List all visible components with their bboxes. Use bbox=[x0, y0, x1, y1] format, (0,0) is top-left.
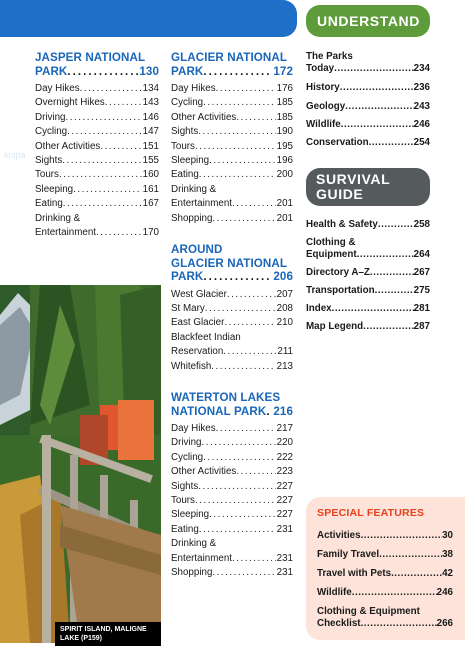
entry-label: Overnight Hikes bbox=[35, 97, 105, 109]
toc-entry[interactable] bbox=[35, 197, 159, 211]
toc-entry[interactable] bbox=[171, 494, 293, 508]
entry-page: 254 bbox=[413, 137, 430, 148]
jasper-heading[interactable] bbox=[35, 51, 159, 78]
entry-page: 143 bbox=[142, 97, 159, 109]
around-heading-line3: PARK bbox=[171, 270, 204, 284]
entry-label: Travel with Pets bbox=[317, 568, 392, 579]
entry-page: 227 bbox=[276, 480, 293, 492]
entry-page: 246 bbox=[413, 119, 430, 130]
understand-entry-list bbox=[306, 82, 430, 149]
entry-label: Checklist bbox=[317, 618, 361, 629]
entry-label: Sleeping bbox=[171, 155, 210, 167]
entry-label: Today bbox=[306, 63, 335, 74]
toc-entry[interactable] bbox=[171, 288, 293, 302]
entry-label: Wildlife bbox=[306, 119, 341, 130]
entry-label: Other Activities bbox=[171, 111, 237, 123]
entry-label: Day Hikes bbox=[35, 83, 80, 94]
waterton-heading-line2: NATIONAL PARK bbox=[171, 404, 267, 418]
entry-label: Conservation bbox=[306, 137, 369, 148]
glacier-heading[interactable] bbox=[171, 51, 293, 78]
entry-page: 264 bbox=[413, 249, 430, 260]
entry-page: 134 bbox=[142, 83, 159, 94]
entry-label: Cycling bbox=[171, 451, 204, 463]
entry-page: 190 bbox=[276, 126, 293, 138]
toc-entry[interactable] bbox=[171, 168, 293, 182]
entry-label: Transportation bbox=[306, 285, 375, 296]
entry-label: Blackfeet Indian bbox=[171, 331, 241, 343]
around-heading[interactable] bbox=[171, 243, 293, 284]
toc-entry[interactable] bbox=[306, 137, 430, 149]
toc-entry[interactable] bbox=[306, 321, 430, 333]
waterton-heading[interactable] bbox=[171, 391, 293, 418]
entry-page: 227 bbox=[276, 509, 293, 521]
entry-page: 231 bbox=[276, 552, 293, 564]
entry-page: 217 bbox=[276, 423, 293, 434]
header-color-bar bbox=[0, 0, 297, 37]
entry-page: 38 bbox=[442, 549, 453, 560]
jasper-drinking-entry[interactable] bbox=[35, 212, 159, 241]
toc-entry[interactable] bbox=[35, 125, 159, 139]
toc-entry[interactable] bbox=[171, 125, 293, 139]
entry-page: 42 bbox=[442, 568, 453, 579]
entry-label: Tours bbox=[171, 140, 195, 152]
toc-entry[interactable] bbox=[317, 568, 453, 580]
entry-label: Shopping bbox=[171, 212, 213, 224]
entry-page: 220 bbox=[276, 437, 293, 449]
entry-label: Activities bbox=[317, 530, 361, 541]
glacier-heading-page: 172 bbox=[273, 64, 293, 78]
glacier-section bbox=[171, 51, 293, 226]
around-heading-line2: GLACIER NATIONAL bbox=[171, 256, 288, 270]
entry-label: Wildlife bbox=[317, 587, 352, 598]
entry-label: Driving bbox=[171, 437, 202, 449]
waterton-drinking-entry[interactable] bbox=[171, 537, 293, 566]
special-entry-list bbox=[317, 530, 453, 599]
entry-label: Day Hikes bbox=[171, 83, 216, 94]
entry-label: Entertainment bbox=[171, 552, 232, 564]
entry-label: Eating bbox=[171, 523, 199, 535]
entry-page: 246 bbox=[436, 587, 453, 598]
faint-watermark-text: knipa bbox=[4, 150, 26, 160]
entry-page: 160 bbox=[142, 169, 159, 181]
entry-page: 207 bbox=[276, 288, 293, 300]
toc-entry[interactable] bbox=[171, 465, 293, 479]
entry-page: 267 bbox=[413, 267, 430, 278]
toc-entry[interactable] bbox=[35, 82, 159, 96]
photo-caption-line1: SPIRIT ISLAND, MALIGNE bbox=[60, 626, 147, 633]
toc-entry[interactable] bbox=[171, 111, 293, 125]
toc-entry[interactable] bbox=[306, 101, 430, 113]
entry-page: 200 bbox=[276, 169, 293, 181]
toc-entry[interactable] bbox=[171, 523, 293, 537]
entry-label: Sights bbox=[171, 126, 199, 138]
entry-label: Sights bbox=[35, 155, 63, 167]
survival-title-line2: GUIDE bbox=[316, 186, 364, 202]
entry-label: Index bbox=[306, 303, 332, 314]
around-section bbox=[171, 243, 293, 374]
waterton-section bbox=[171, 391, 293, 580]
entry-page: 223 bbox=[276, 466, 293, 478]
toc-entry[interactable] bbox=[35, 183, 159, 197]
entry-page: 196 bbox=[276, 155, 293, 167]
entry-page: 176 bbox=[276, 83, 293, 94]
parks-today-entry[interactable] bbox=[306, 51, 430, 75]
entry-label: Family Travel bbox=[317, 549, 380, 560]
entry-label: Other Activities bbox=[35, 140, 101, 152]
entry-label: Shopping bbox=[171, 567, 213, 579]
entry-page: 170 bbox=[142, 227, 159, 239]
entry-label: Drinking & bbox=[171, 183, 217, 195]
survival-title-line1: SURVIVAL bbox=[316, 171, 391, 187]
entry-page: 266 bbox=[436, 618, 453, 629]
entry-label: Tours bbox=[35, 169, 59, 181]
special-features-title: SPECIAL FEATURES bbox=[317, 507, 425, 519]
entry-page: 213 bbox=[276, 360, 293, 372]
entry-page: 227 bbox=[276, 495, 293, 507]
entry-label: Reservation bbox=[171, 346, 224, 358]
entry-label: Other Activities bbox=[171, 466, 237, 478]
entry-page: 30 bbox=[442, 530, 453, 541]
toc-entry[interactable] bbox=[317, 530, 453, 542]
survival-guide-heading[interactable] bbox=[306, 168, 430, 206]
entry-page: 185 bbox=[276, 111, 293, 123]
toc-entry[interactable] bbox=[171, 154, 293, 168]
blackfeet-entry[interactable] bbox=[171, 331, 293, 360]
glacier-shopping-entry[interactable] bbox=[171, 212, 293, 226]
around-heading-page: 206 bbox=[273, 270, 293, 284]
jasper-heading-page: 130 bbox=[139, 64, 159, 78]
entry-page: 146 bbox=[142, 111, 159, 123]
entry-label: Health & Safety bbox=[306, 219, 378, 230]
jasper-heading-line1: JASPER NATIONAL bbox=[35, 51, 146, 64]
glacier-heading-line1: GLACIER NATIONAL bbox=[171, 51, 288, 64]
toc-entry[interactable] bbox=[35, 140, 159, 154]
entry-label: East Glacier bbox=[171, 317, 225, 329]
entry-label: Cycling bbox=[35, 126, 68, 138]
toc-entry[interactable] bbox=[317, 549, 453, 561]
waterton-heading-line1: WATERTON LAKES bbox=[171, 391, 281, 404]
entry-label: St Mary bbox=[171, 302, 205, 314]
entry-label: Tours bbox=[171, 495, 195, 507]
special-features-box bbox=[306, 497, 465, 640]
entry-label: Sleeping bbox=[35, 183, 74, 195]
toc-entry[interactable] bbox=[171, 480, 293, 494]
entry-page: 195 bbox=[276, 140, 293, 152]
entry-page: 281 bbox=[413, 303, 430, 314]
health-safety-entry[interactable] bbox=[306, 219, 430, 231]
glacier-drinking-entry[interactable] bbox=[171, 183, 293, 212]
entry-label: Map Legend bbox=[306, 321, 364, 332]
entry-label: Equipment bbox=[306, 249, 357, 260]
survival-entry-list bbox=[306, 267, 430, 333]
entry-label: Drinking & bbox=[171, 538, 217, 550]
entry-label: Eating bbox=[171, 169, 199, 181]
toc-entry[interactable] bbox=[171, 302, 293, 316]
entry-label: Clothing & bbox=[306, 237, 356, 248]
toc-entry[interactable] bbox=[35, 168, 159, 182]
toc-entry[interactable] bbox=[171, 508, 293, 522]
toc-entry[interactable] bbox=[306, 119, 430, 131]
toc-entry[interactable] bbox=[171, 316, 293, 330]
entry-label: Drinking & bbox=[35, 212, 81, 224]
entry-page: 243 bbox=[413, 101, 430, 112]
toc-entry[interactable] bbox=[171, 451, 293, 465]
entry-label: Day Hikes bbox=[171, 423, 216, 434]
toc-entry[interactable] bbox=[306, 82, 430, 94]
entry-page: 211 bbox=[277, 346, 293, 358]
toc-entry[interactable] bbox=[35, 111, 159, 125]
entry-label: Entertainment bbox=[171, 198, 232, 210]
entry-label: Clothing & Equipment bbox=[317, 606, 420, 617]
toc-entry[interactable] bbox=[35, 96, 159, 110]
entry-label: Whitefish bbox=[171, 360, 212, 372]
around-entry-list bbox=[171, 288, 293, 331]
entry-label: Geology bbox=[306, 101, 346, 112]
toc-column-2 bbox=[171, 51, 293, 597]
glacier-entry-list bbox=[171, 82, 293, 183]
toc-entry[interactable] bbox=[317, 587, 453, 599]
waterton-entry-list bbox=[171, 422, 293, 537]
toc-entry[interactable] bbox=[171, 140, 293, 154]
entry-label: History bbox=[306, 82, 340, 93]
entry-label: Sights bbox=[171, 480, 199, 492]
entry-page: 210 bbox=[276, 317, 293, 329]
entry-page: 201 bbox=[276, 198, 293, 210]
understand-list bbox=[306, 51, 430, 155]
entry-label: Directory A–Z bbox=[306, 267, 370, 278]
entry-page: 167 bbox=[142, 198, 159, 210]
entry-label: Sleeping bbox=[171, 509, 210, 521]
toc-entry[interactable] bbox=[171, 436, 293, 450]
toc-entry[interactable] bbox=[171, 422, 293, 436]
entry-label: Driving bbox=[35, 111, 66, 123]
toc-entry[interactable] bbox=[306, 285, 430, 297]
entry-page: 155 bbox=[142, 155, 159, 167]
clothing-checklist-entry[interactable] bbox=[317, 606, 453, 630]
spirit-island-photo bbox=[0, 285, 161, 643]
toc-entry[interactable] bbox=[306, 267, 430, 279]
entry-label: Eating bbox=[35, 198, 63, 210]
toc-entry[interactable] bbox=[35, 154, 159, 168]
entry-page: 185 bbox=[276, 97, 293, 109]
entry-page: 161 bbox=[142, 183, 159, 195]
entry-page: 258 bbox=[413, 219, 430, 230]
entry-label: The Parks bbox=[306, 51, 353, 62]
entry-page: 231 bbox=[276, 567, 293, 579]
entry-label: West Glacier bbox=[171, 288, 227, 300]
understand-heading[interactable]: UNDERSTAND bbox=[306, 5, 430, 37]
toc-entry[interactable] bbox=[306, 303, 430, 315]
entry-page: 275 bbox=[413, 285, 430, 296]
photo-caption bbox=[55, 622, 161, 646]
entry-page: 201 bbox=[276, 212, 293, 224]
entry-page: 234 bbox=[413, 63, 430, 74]
waterton-heading-page: 216 bbox=[273, 404, 293, 418]
toc-entry[interactable] bbox=[171, 82, 293, 96]
entry-page: 231 bbox=[276, 523, 293, 535]
photo-caption-line2: LAKE (P159) bbox=[60, 635, 103, 642]
survival-list bbox=[306, 219, 430, 339]
around-heading-line1: AROUND bbox=[171, 243, 223, 257]
toc-entry[interactable] bbox=[171, 96, 293, 110]
entry-page: 151 bbox=[142, 140, 159, 152]
clothing-equipment-entry[interactable] bbox=[306, 237, 430, 261]
entry-label: Entertainment bbox=[35, 227, 96, 239]
entry-page: 222 bbox=[276, 451, 293, 463]
entry-label: Cycling bbox=[171, 97, 204, 109]
jasper-entry-list bbox=[35, 82, 159, 212]
entry-page: 147 bbox=[142, 126, 159, 138]
jasper-section bbox=[35, 51, 159, 240]
glacier-heading-line2: PARK bbox=[171, 64, 204, 78]
toc-column-1 bbox=[35, 51, 159, 257]
entry-page: 287 bbox=[413, 321, 430, 332]
whitefish-entry[interactable] bbox=[171, 360, 293, 374]
entry-page: 236 bbox=[413, 82, 430, 93]
jasper-heading-line2: PARK bbox=[35, 64, 68, 78]
entry-page: 208 bbox=[276, 302, 293, 314]
waterton-shopping-entry[interactable] bbox=[171, 566, 293, 580]
